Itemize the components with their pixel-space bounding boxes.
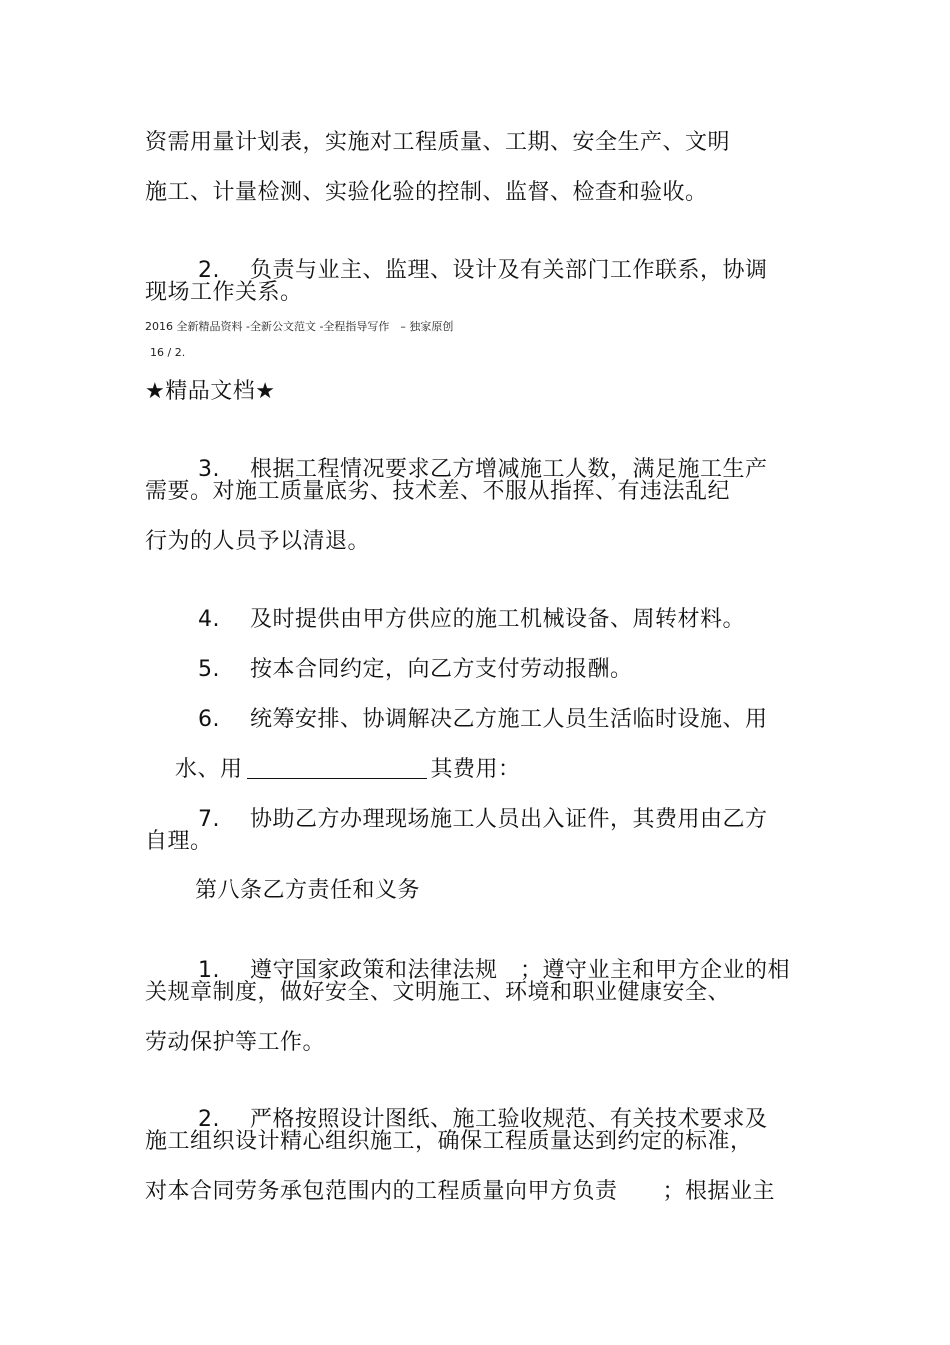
- body-line: 劳动保护等工作。: [145, 1030, 326, 1055]
- header-mark: ★精品文档★: [145, 379, 276, 404]
- item-text: 遵守国家政策和法律法规 ；遵守业主和甲方企业的相: [249, 958, 790, 983]
- numbered-item: [168, 778, 768, 862]
- body-line: 关规章制度，做好安全、文明施工、环境和职业健康安全、: [145, 980, 731, 1005]
- item-text: 协助乙方办理现场施工人员出入证件，其费用由乙方: [249, 807, 768, 832]
- body-line: 需要。对施工质量底劣、技术差、不服从指挥、有违法乱纪: [145, 479, 731, 504]
- item-number: 4.: [197, 607, 220, 632]
- item-number: 6.: [197, 707, 220, 732]
- item-text: 统筹安排、协调解决乙方施工人员生活临时设施、用: [249, 707, 768, 732]
- text-after-blank: 其费用：: [430, 757, 521, 782]
- item-number: 7.: [197, 807, 220, 832]
- fill-in-blank: [247, 756, 427, 779]
- text-before-blank: 水、用: [174, 757, 243, 782]
- item-text: 严格按照设计图纸、施工验收规范、有关技术要求及: [249, 1107, 768, 1132]
- footer-note: 2016 全新精品资料 -全新公文范文 -全程指导写作 – 独家原创: [145, 320, 454, 333]
- item-text: 及时提供由甲方供应的施工机械设备、周转材料。: [249, 607, 745, 632]
- body-line: 对本合同劳务承包范围内的工程质量向甲方负责 ；根据业主: [145, 1179, 776, 1204]
- page-marker: 16 / 2.: [150, 346, 186, 359]
- body-line: 自理。: [145, 829, 213, 854]
- item-number: 2.: [197, 1107, 220, 1132]
- item-number: 1.: [197, 958, 220, 983]
- body-line: 施工组织设计精心组织施工，确保工程质量达到约定的标准，: [145, 1129, 753, 1154]
- item-text: 按本合同约定，向乙方支付劳动报酬。: [249, 657, 633, 682]
- body-line: 施工、计量检测、实验化验的控制、监督、检查和验收。: [145, 180, 708, 205]
- body-line: 现场工作关系。: [145, 280, 303, 305]
- item-text: 负责与业主、监理、设计及有关部门工作联系，协调: [249, 258, 768, 283]
- item-number: 5.: [197, 657, 220, 682]
- body-line: 资需用量计划表，实施对工程质量、工期、安全生产、文明: [145, 130, 731, 155]
- body-line: 行为的人员予以清退。: [145, 529, 371, 554]
- item-number: 2.: [197, 258, 220, 283]
- section-heading: 第八条乙方责任和义务: [195, 878, 421, 903]
- item-text: 根据工程情况要求乙方增减施工人数，满足施工生产: [249, 457, 768, 482]
- item-number: 3.: [197, 457, 220, 482]
